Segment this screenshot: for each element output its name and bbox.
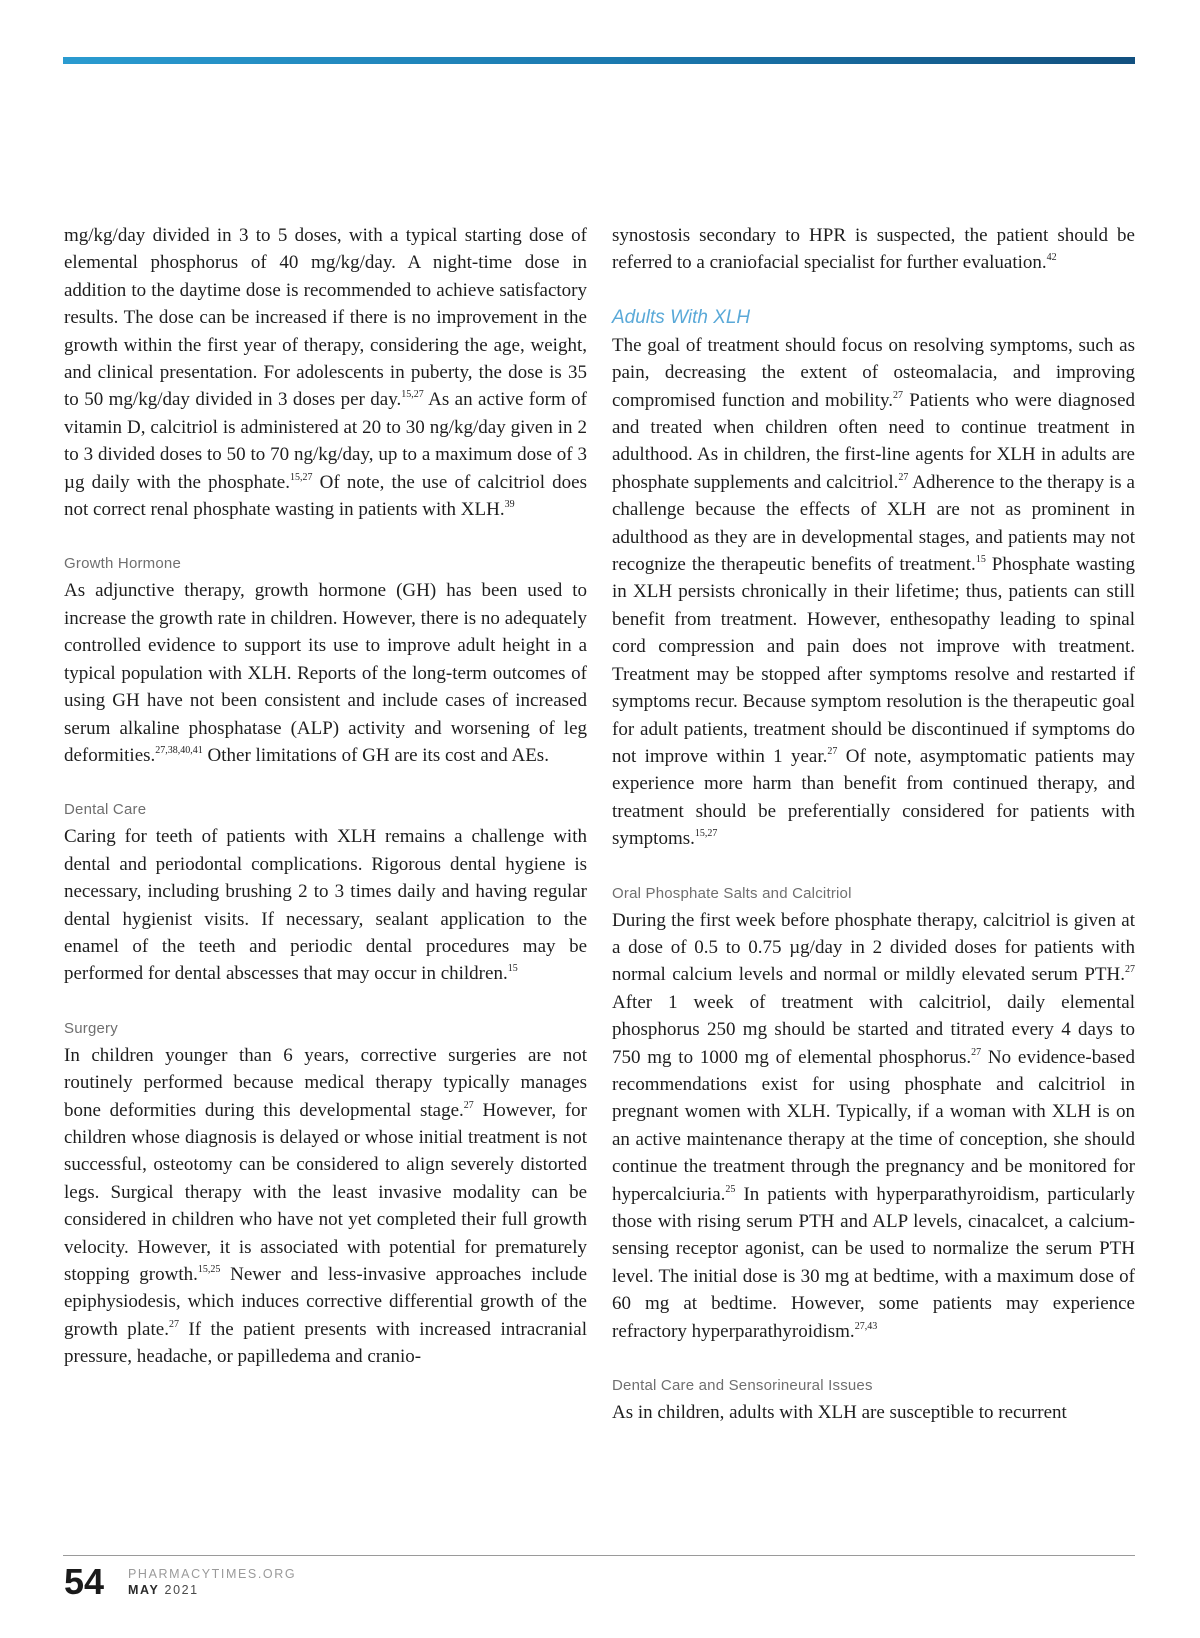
citation: 15,27 <box>401 389 424 401</box>
left-column <box>64 222 587 1371</box>
paragraph-dental-sensorineural: As in children, adults with XLH are susceptible to recurrent <box>612 1402 1067 1424</box>
page-number: 54 <box>64 1561 105 1602</box>
paragraph-surgery: In children younger than 6 years, corrective surgeries are not routinely performed because medical therapy typically manages bone deformities during this developmental stage.$^{27}$ However, for children whose diagnosis is delayed or whose initial treatment is not successful, osteotomy can be considered to align severely distorted legs. Surgical therapy with the least invasive modality can be considered in children who have not yet completed their full growth velocity. However, it is associated with potential for prematurely stopping growth.$^{15,25}$ Newer and less-invasive approaches include epiphysiodesis, which induces corrective differential growth of the growth plate.$^{27}$ If the patient presents with increased intracranial pressure, headache, or papilledema and cranio- <box>64 1044 587 1368</box>
citation: 42 <box>1046 252 1057 264</box>
subheading-oral-phosphate: Oral Phosphate Salts and Calcitriol <box>612 884 852 902</box>
citation: 15 <box>507 963 518 975</box>
footer-divider <box>63 1555 1135 1556</box>
citation: 27 <box>168 1318 179 1330</box>
citation: 27 <box>971 1046 982 1058</box>
subheading-dental-care: Dental Care <box>64 801 147 819</box>
citation: 27 <box>1125 964 1135 976</box>
paragraph-oral-phosphate: During the first week before phosphate therapy, calcitriol is given at a dose of 0.5 to 0.75 µg/day in 2 divided doses for patients with normal calcium levels and normal or mildly elevated serum PTH.$^{27}$ After 1 week of treatment with calcitriol, daily elemental phosphorus 250 mg should be started and titrated every 4 days to 750 mg to 1000 mg of elemental phosphorus.$^{27}$ No evidence-based recommendations exist for using phosphate and calcitriol in pregnant women with XLH. Typically, if a woman with XLH is on an active maintenance therapy at the time of conception, she should continue the treatment through the pregnancy and be monitored for hypercalciuria.$^{25}$ In patients with hyperparathyroidism, particularly those with rising serum PTH and ALP levels, cinacalcet, a calcium-sensing receptor agonist, can be used to normalize the serum PTH level. The initial dose is 30 mg at bedtime, with a maximum dose of 60 mg at bedtime. However, some patients may experience refractory hyperparathyroidism.$^{27,43}$ <box>612 909 1135 1342</box>
right-column <box>612 222 1135 1426</box>
paragraph-dental-care: Caring for teeth of patients with XLH remains a challenge with dental and periodontal complications. Rigorous dental hygiene is necessary, including brushing 2 to 3 times daily and having regular dental hygienist visits. If necessary, sealant application to the enamel of the teeth and periodic dental procedures may be performed for dental abscesses that may occur in children.$^{15}$ <box>64 826 587 985</box>
citation: 27,43 <box>854 1320 878 1332</box>
citation: 39 <box>504 499 515 511</box>
citation: 15 <box>975 554 986 566</box>
citation: 27,38,40,41 <box>155 744 203 756</box>
subheading-surgery: Surgery <box>64 1019 118 1037</box>
citation: 15,27 <box>694 828 718 840</box>
issue-date <box>128 1583 199 1598</box>
paragraph-craniofacial: synostosis secondary to HPR is suspected, the patient should be referred to a craniofacial specialist for further evaluation.$^{42}$ <box>612 225 1135 274</box>
header-accent-bar <box>63 57 1135 64</box>
citation: 15,25 <box>197 1264 221 1275</box>
issue-year: 2021 <box>164 1583 199 1597</box>
citation: 15,27 <box>289 471 313 483</box>
paragraph-dosing: mg/kg/day divided in 3 to 5 doses, with a typical starting dose of elemental phosphorus of 40 mg/kg/day. A night-time dose in addition to the daytime dose is recommended to achieve satisfactory results. The dose can be increased if there is no improvement in the growth within the first year of therapy, considering the age, weight, and clinical presentation. For adolescents in puberty, the dose is 35 to 50 mg/kg/day divided in 3 doses per day.$^{15,27}$ As an active form of vitamin D, calcitriol is administered at 20 to 30 ng/kg/day given in 2 to 3 divided doses to 50 to 70 ng/kg/day, up to a maximum dose of 3 µg daily with the phosphate.$^{15,27}$ Of note, the use of calcitriol does not correct renal phosphate wasting in patients with XLH.$^{39}$ <box>64 225 587 521</box>
paragraph-growth-hormone: As adjunctive therapy, growth hormone (GH) has been used to increase the growth rate in children. However, there is no adequately controlled evidence to support its use to improve adult height in a typical population with XLH. Reports of the long-term outcomes of using GH have not been consistent and include cases of increased serum alkaline phosphatase (ALP) activity and worsening of leg deformities.$^{27,38,40,41}$ Other limitations of GH are its cost and AEs. <box>64 580 587 766</box>
section-heading-adults: Adults With XLH <box>612 306 751 328</box>
publication-url: PHARMACYTIMES.ORG <box>128 1567 297 1581</box>
subheading-dental-sensorineural: Dental Care and Sensorineural Issues <box>612 1377 873 1395</box>
paragraph-adults: The goal of treatment should focus on resolving symptoms, such as pain, decreasing the extent of osteomalacia, and improving compromised function and mobility.$^{27}$ Patients who were diagnosed and treated when children often need to continue treatment in adulthood. As in children, the first-line agents for XLH in adults are phosphate supplements and calcitriol.$^{27}$ Adherence to the therapy is a challenge because the effects of XLH are not as prominent in adulthood as they are in developmental stages, and patients may not recognize the therapeutic benefits of treatment.$^{15}$ Phosphate wasting in XLH persists chronically in their lifetime; thus, patients can still benefit from treatment. However, enthesopathy leading to spinal cord compression and pain does not improve with treatment. Treatment may be stopped after symptoms resolve and restarted if symptoms recur. Because symptom resolution is the therapeutic goal for adult patients, treatment should be discontinued if symptoms do not improve within 1 year.$^{27}$ Of note, asymptomatic patients may experience more harm than benefit from continued therapy, and treatment should be preferentially considered for patients with symptoms.$^{15,27}$ <box>612 334 1136 850</box>
subheading-growth-hormone: Growth Hormone <box>64 555 182 573</box>
citation: 27 <box>827 745 838 757</box>
citation: 27 <box>898 471 909 483</box>
citation: 27 <box>892 389 903 401</box>
issue-month: MAY <box>128 1583 160 1597</box>
citation: 27 <box>463 1099 474 1111</box>
citation: 25 <box>725 1183 736 1195</box>
